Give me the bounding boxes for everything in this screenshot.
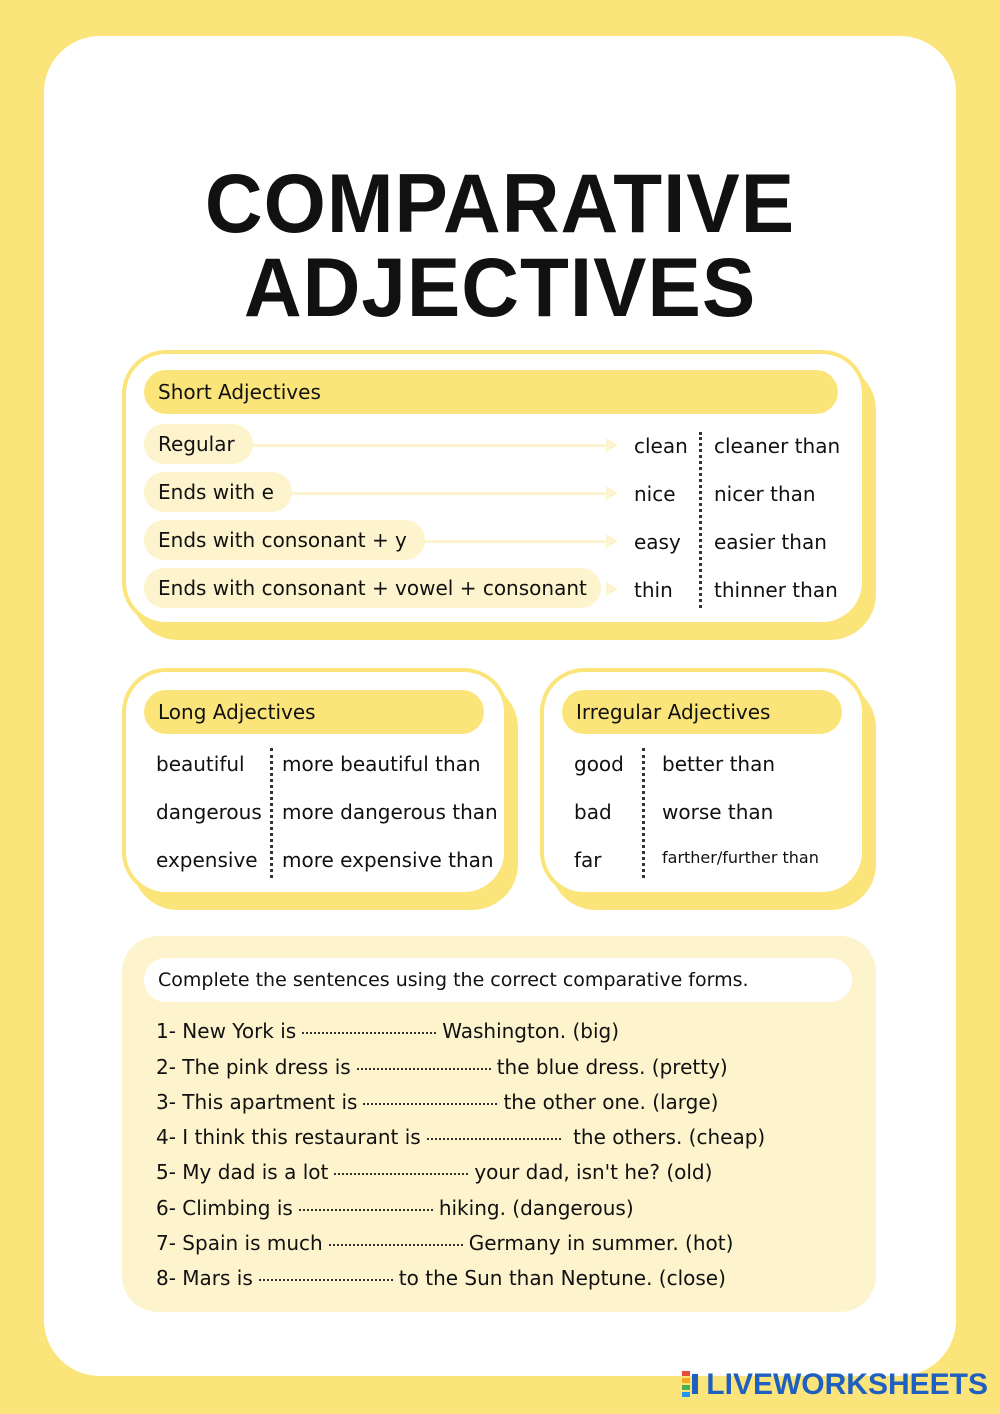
exercise-item (156, 1018, 619, 1044)
base-word: nice (634, 482, 676, 506)
comparative-word: easier than (714, 530, 827, 554)
exercise-item (156, 1195, 634, 1221)
base-word: good (574, 752, 624, 776)
answer-blank[interactable] (299, 1209, 433, 1211)
arrow-right-icon (606, 486, 618, 500)
exercise-item (156, 1054, 728, 1080)
exercise-instruction: Complete the sentences using the correct comparative forms. (144, 958, 852, 1002)
exercise-item (156, 1124, 765, 1150)
comparative-word: nicer than (714, 482, 816, 506)
rule-label: Ends with consonant + y (144, 520, 425, 560)
sentence-end: the others. (cheap) (566, 1125, 766, 1149)
arrow-right-icon (606, 534, 618, 548)
sentence-end: the blue dress. (pretty) (496, 1055, 728, 1079)
base-word: easy (634, 530, 681, 554)
exercise-item (156, 1265, 726, 1291)
base-word: beautiful (156, 752, 245, 776)
exercise-item (156, 1089, 718, 1115)
sentence-start: 8- Mars is (156, 1266, 253, 1290)
answer-blank[interactable] (427, 1138, 561, 1140)
base-word: far (574, 848, 602, 872)
short-heading: Short Adjectives (144, 370, 838, 414)
answer-blank[interactable] (357, 1068, 491, 1070)
comparative-word: thinner than (714, 578, 838, 602)
sentence-start: 1- New York is (156, 1019, 297, 1043)
base-word: clean (634, 434, 688, 458)
sentence-end: Germany in summer. (hot) (468, 1231, 734, 1255)
irregular-heading: Irregular Adjectives (562, 690, 842, 734)
title-line-1: COMPARATIVE (204, 157, 796, 250)
comparative-word: worse than (662, 800, 774, 824)
sentence-end: Washington. (big) (442, 1019, 620, 1043)
arrow-line (280, 492, 608, 495)
exercise-item (156, 1230, 733, 1256)
comparative-word: more beautiful than (282, 752, 481, 776)
answer-blank[interactable] (302, 1032, 436, 1034)
sentence-start: 3- This apartment is (156, 1090, 358, 1114)
answer-blank[interactable] (334, 1173, 468, 1175)
liveworksheets-logo-icon (682, 1371, 702, 1397)
arrow-right-icon (606, 582, 618, 596)
answer-blank[interactable] (329, 1244, 463, 1246)
arrow-right-icon (606, 438, 618, 452)
rule-label: Regular (144, 424, 253, 464)
arrow-line (240, 444, 608, 447)
comparative-word: farther/further than (662, 848, 819, 867)
comparative-word: better than (662, 752, 776, 776)
dotted-divider (270, 748, 273, 878)
dotted-divider (699, 432, 702, 608)
base-word: thin (634, 578, 673, 602)
rule-label: Ends with consonant + vowel + consonant (144, 568, 601, 608)
sentence-end: the other one. (large) (503, 1090, 719, 1114)
title-line-2: ADJECTIVES (243, 241, 757, 334)
comparative-word: more dangerous than (282, 800, 498, 824)
base-word: expensive (156, 848, 258, 872)
sentence-start: 4- I think this restaurant is (156, 1125, 421, 1149)
logo-text: LIVEWORKSHEETS (706, 1368, 988, 1401)
sentence-start: 7- Spain is much (156, 1231, 323, 1255)
dotted-divider (642, 748, 645, 878)
sentence-end: hiking. (dangerous) (438, 1196, 634, 1220)
base-word: dangerous (156, 800, 262, 824)
sentence-end: your dad, isn't he? (old) (474, 1160, 713, 1184)
exercise-item (156, 1159, 712, 1185)
answer-blank[interactable] (259, 1279, 393, 1281)
answer-blank[interactable] (363, 1103, 497, 1105)
long-heading: Long Adjectives (144, 690, 484, 734)
sentence-start: 6- Climbing is (156, 1196, 293, 1220)
comparative-word: more expensive than (282, 848, 494, 872)
liveworksheets-logo[interactable] (682, 1368, 988, 1402)
comparative-word: cleaner than (714, 434, 841, 458)
sentence-start: 5- My dad is a lot (156, 1160, 329, 1184)
rule-label: Ends with e (144, 472, 292, 512)
arrow-line (410, 540, 608, 543)
base-word: bad (574, 800, 612, 824)
sentence-end: to the Sun than Neptune. (close) (398, 1266, 726, 1290)
sentence-start: 2- The pink dress is (156, 1055, 351, 1079)
page-title (0, 157, 1000, 334)
